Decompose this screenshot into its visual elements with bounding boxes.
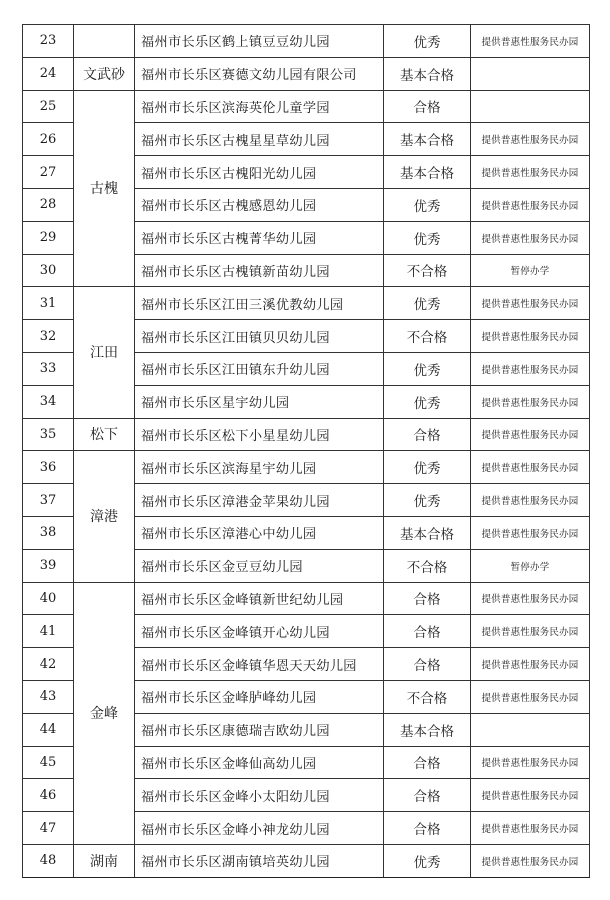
row-number: 35 — [23, 418, 74, 451]
remark-cell: 提供普惠性服务民办园 — [471, 680, 590, 713]
row-number: 45 — [23, 746, 74, 779]
row-number: 37 — [23, 484, 74, 517]
row-number: 39 — [23, 549, 74, 582]
assessment-grade: 合格 — [384, 418, 471, 451]
kindergarten-name: 福州市长乐区金峰镇新世纪幼儿园 — [135, 582, 384, 615]
assessment-grade: 不合格 — [384, 549, 471, 582]
table-row — [23, 57, 590, 90]
row-number: 26 — [23, 123, 74, 156]
remark-cell: 提供普惠性服务民办园 — [471, 123, 590, 156]
kindergarten-name: 福州市长乐区金峰小太阳幼儿园 — [135, 779, 384, 812]
kindergarten-name: 福州市长乐区湖南镇培英幼儿园 — [135, 844, 384, 877]
kindergarten-name: 福州市长乐区漳港金苹果幼儿园 — [135, 484, 384, 517]
kindergarten-name: 福州市长乐区古槐镇新苗幼儿园 — [135, 254, 384, 287]
kindergarten-name: 福州市长乐区古槐感恩幼儿园 — [135, 188, 384, 221]
remark-cell: 提供普惠性服务民办园 — [471, 582, 590, 615]
row-number: 28 — [23, 188, 74, 221]
row-number: 46 — [23, 779, 74, 812]
remark-cell: 提供普惠性服务民办园 — [471, 385, 590, 418]
row-number: 23 — [23, 25, 74, 58]
row-number: 31 — [23, 287, 74, 320]
table-body — [23, 25, 590, 878]
assessment-grade: 优秀 — [384, 385, 471, 418]
assessment-grade: 优秀 — [384, 188, 471, 221]
row-number: 47 — [23, 812, 74, 845]
remark-cell: 暂停办学 — [471, 549, 590, 582]
assessment-grade: 不合格 — [384, 254, 471, 287]
row-number: 29 — [23, 221, 74, 254]
kindergarten-name: 福州市长乐区古槐星星草幼儿园 — [135, 123, 384, 156]
assessment-grade: 合格 — [384, 648, 471, 681]
assessment-grade: 合格 — [384, 90, 471, 123]
kindergarten-name: 福州市长乐区鹤上镇豆豆幼儿园 — [135, 25, 384, 58]
town-cell: 文武砂 — [74, 57, 135, 90]
row-number: 48 — [23, 844, 74, 877]
assessment-grade: 优秀 — [384, 25, 471, 58]
table-row — [23, 25, 590, 58]
kindergarten-name: 福州市长乐区赛德文幼儿园有限公司 — [135, 57, 384, 90]
remark-cell: 提供普惠性服务民办园 — [471, 516, 590, 549]
assessment-grade: 基本合格 — [384, 123, 471, 156]
table-row — [23, 90, 590, 123]
table-row — [23, 582, 590, 615]
row-number: 32 — [23, 320, 74, 353]
assessment-grade: 基本合格 — [384, 156, 471, 189]
remark-cell: 提供普惠性服务民办园 — [471, 812, 590, 845]
assessment-grade: 优秀 — [384, 352, 471, 385]
assessment-grade: 不合格 — [384, 320, 471, 353]
assessment-grade: 合格 — [384, 779, 471, 812]
kindergarten-name: 福州市长乐区星宇幼儿园 — [135, 385, 384, 418]
town-cell: 金峰 — [74, 582, 135, 844]
assessment-grade: 优秀 — [384, 451, 471, 484]
kindergarten-name: 福州市长乐区江田镇东升幼儿园 — [135, 352, 384, 385]
table-row — [23, 287, 590, 320]
assessment-grade: 合格 — [384, 582, 471, 615]
remark-cell: 暂停办学 — [471, 254, 590, 287]
kindergarten-name: 福州市长乐区漳港心中幼儿园 — [135, 516, 384, 549]
row-number: 38 — [23, 516, 74, 549]
remark-cell: 提供普惠性服务民办园 — [471, 221, 590, 254]
row-number: 42 — [23, 648, 74, 681]
assessment-grade: 不合格 — [384, 680, 471, 713]
remark-cell: 提供普惠性服务民办园 — [471, 287, 590, 320]
kindergarten-name: 福州市长乐区金峰胪峰幼儿园 — [135, 680, 384, 713]
row-number: 25 — [23, 90, 74, 123]
row-number: 24 — [23, 57, 74, 90]
row-number: 27 — [23, 156, 74, 189]
kindergarten-name: 福州市长乐区金峰镇华恩天天幼儿园 — [135, 648, 384, 681]
remark-cell: 提供普惠性服务民办园 — [471, 615, 590, 648]
remark-cell — [471, 57, 590, 90]
remark-cell: 提供普惠性服务民办园 — [471, 451, 590, 484]
kindergarten-name: 福州市长乐区金豆豆幼儿园 — [135, 549, 384, 582]
assessment-grade: 优秀 — [384, 844, 471, 877]
remark-cell — [471, 713, 590, 746]
remark-cell: 提供普惠性服务民办园 — [471, 418, 590, 451]
town-cell: 古槐 — [74, 90, 135, 287]
kindergarten-name: 福州市长乐区江田三溪优教幼儿园 — [135, 287, 384, 320]
table-row — [23, 418, 590, 451]
assessment-grade: 优秀 — [384, 287, 471, 320]
kindergarten-name: 福州市长乐区金峰镇开心幼儿园 — [135, 615, 384, 648]
assessment-grade: 基本合格 — [384, 713, 471, 746]
kindergarten-assessment-table — [22, 24, 590, 878]
assessment-grade: 合格 — [384, 746, 471, 779]
assessment-grade: 基本合格 — [384, 57, 471, 90]
table-row — [23, 451, 590, 484]
assessment-grade: 合格 — [384, 812, 471, 845]
row-number: 34 — [23, 385, 74, 418]
town-cell: 漳港 — [74, 451, 135, 582]
kindergarten-name: 福州市长乐区古槐阳光幼儿园 — [135, 156, 384, 189]
remark-cell: 提供普惠性服务民办园 — [471, 648, 590, 681]
town-cell: 松下 — [74, 418, 135, 451]
remark-cell: 提供普惠性服务民办园 — [471, 779, 590, 812]
kindergarten-name: 福州市长乐区金峰小神龙幼儿园 — [135, 812, 384, 845]
remark-cell: 提供普惠性服务民办园 — [471, 25, 590, 58]
remark-cell: 提供普惠性服务民办园 — [471, 352, 590, 385]
assessment-grade: 优秀 — [384, 221, 471, 254]
row-number: 33 — [23, 352, 74, 385]
kindergarten-name: 福州市长乐区滨海英伦儿童学园 — [135, 90, 384, 123]
kindergarten-name: 福州市长乐区江田镇贝贝幼儿园 — [135, 320, 384, 353]
kindergarten-name: 福州市长乐区金峰仙高幼儿园 — [135, 746, 384, 779]
remark-cell: 提供普惠性服务民办园 — [471, 156, 590, 189]
remark-cell — [471, 90, 590, 123]
town-cell: 湖南 — [74, 844, 135, 877]
town-cell: 江田 — [74, 287, 135, 418]
row-number: 43 — [23, 680, 74, 713]
row-number: 41 — [23, 615, 74, 648]
kindergarten-name: 福州市长乐区松下小星星幼儿园 — [135, 418, 384, 451]
assessment-grade: 优秀 — [384, 484, 471, 517]
row-number: 40 — [23, 582, 74, 615]
remark-cell: 提供普惠性服务民办园 — [471, 188, 590, 221]
remark-cell: 提供普惠性服务民办园 — [471, 844, 590, 877]
assessment-grade: 基本合格 — [384, 516, 471, 549]
row-number: 30 — [23, 254, 74, 287]
assessment-grade: 合格 — [384, 615, 471, 648]
kindergarten-name: 福州市长乐区康德瑞吉欧幼儿园 — [135, 713, 384, 746]
remark-cell: 提供普惠性服务民办园 — [471, 484, 590, 517]
kindergarten-name: 福州市长乐区古槐菁华幼儿园 — [135, 221, 384, 254]
town-cell — [74, 25, 135, 58]
remark-cell: 提供普惠性服务民办园 — [471, 320, 590, 353]
kindergarten-name: 福州市长乐区滨海星宇幼儿园 — [135, 451, 384, 484]
row-number: 44 — [23, 713, 74, 746]
row-number: 36 — [23, 451, 74, 484]
remark-cell: 提供普惠性服务民办园 — [471, 746, 590, 779]
table-row — [23, 844, 590, 877]
